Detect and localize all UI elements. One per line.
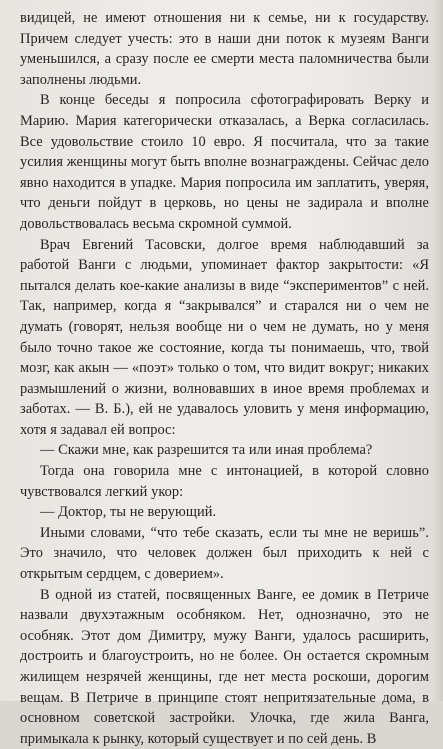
paragraph-doctor: Врач Евгений Тасовски, долгое время наблюдавший за работой Ванги с людьми, упоминает фактор закрытости: «Я пытался делать кое-какие анализы в виде “экспериментов” с ней. Так, например, когда я “закрывался” и старался ни о чем не думать (говорят, нельзя вообще ни о чем не думать, но у меня было точно такое же состояние, когда ты понимаешь, что, твой мозг, как акын — «поэт» только о том, что видит вокруг; никаких размышлений о жизни, волновавших в иное время проблемах и заботах. — В. Б.), ей не удавалось уловить у меня информацию, хотя я задавал ей вопрос: bbox=[20, 236, 429, 438]
paragraph-continued: видицей, не имеют отношения ни к семье, ни к государству. Причем следует учесть: это в наши дни поток к музеям Ванги уменьшился, а сразу после ее смерти места паломничества были заполнены людьми. bbox=[20, 10, 429, 88]
paragraph-meaning: Иными словами, “что тебе сказать, если ты мне не веришь”. Это значило, что человек должен был приходить к ней с открытым сердцем, с доверием». bbox=[20, 524, 429, 583]
paragraph-photo: В конце беседы я попросила сфотографировать Верку и Марию. Мария категорически отказалась, а Верка согласилась. Все удовольствие стоило 10 евро. Я посчитала, что за такие усилия женщины могут быть вполне вознаграждены. Сейчас дело явно находится в упадке. Мария попросила им заплатить, уверяя, что деньги пойдут в церковь, но цены не задирала и вполне довольствовалась весьма скромной суммой. bbox=[20, 92, 429, 232]
paragraph-intonation: Тогда она говорила мне с интонацией, в которой словно чувствовался легкий укор: bbox=[20, 463, 429, 500]
dialogue-answer: — Доктор, ты не верующий. bbox=[40, 504, 217, 521]
page-text bbox=[20, 8, 429, 749]
paragraph-house: В одной из статей, посвященных Ванге, ее домик в Петриче назвали двухэтажным особняком. Нет, однозначно, это не особняк. Этот дом Димитру, мужу Ванги, удалось расширить, достроить и благоустроить, но не более. Он остается скромным жилищем незрячей женщины, где нет места роскоши, дорогим вещам. В Петриче в принципе стоят непритязательные дома, в основном советской застройки. Улочка, где жила Ванга, примыкала к рынку, который существует и по сей день. В bbox=[20, 586, 429, 747]
dialogue-question: — Скажи мне, как разрешится та или иная проблема? bbox=[40, 442, 373, 459]
page-edge-shadow bbox=[433, 0, 443, 701]
